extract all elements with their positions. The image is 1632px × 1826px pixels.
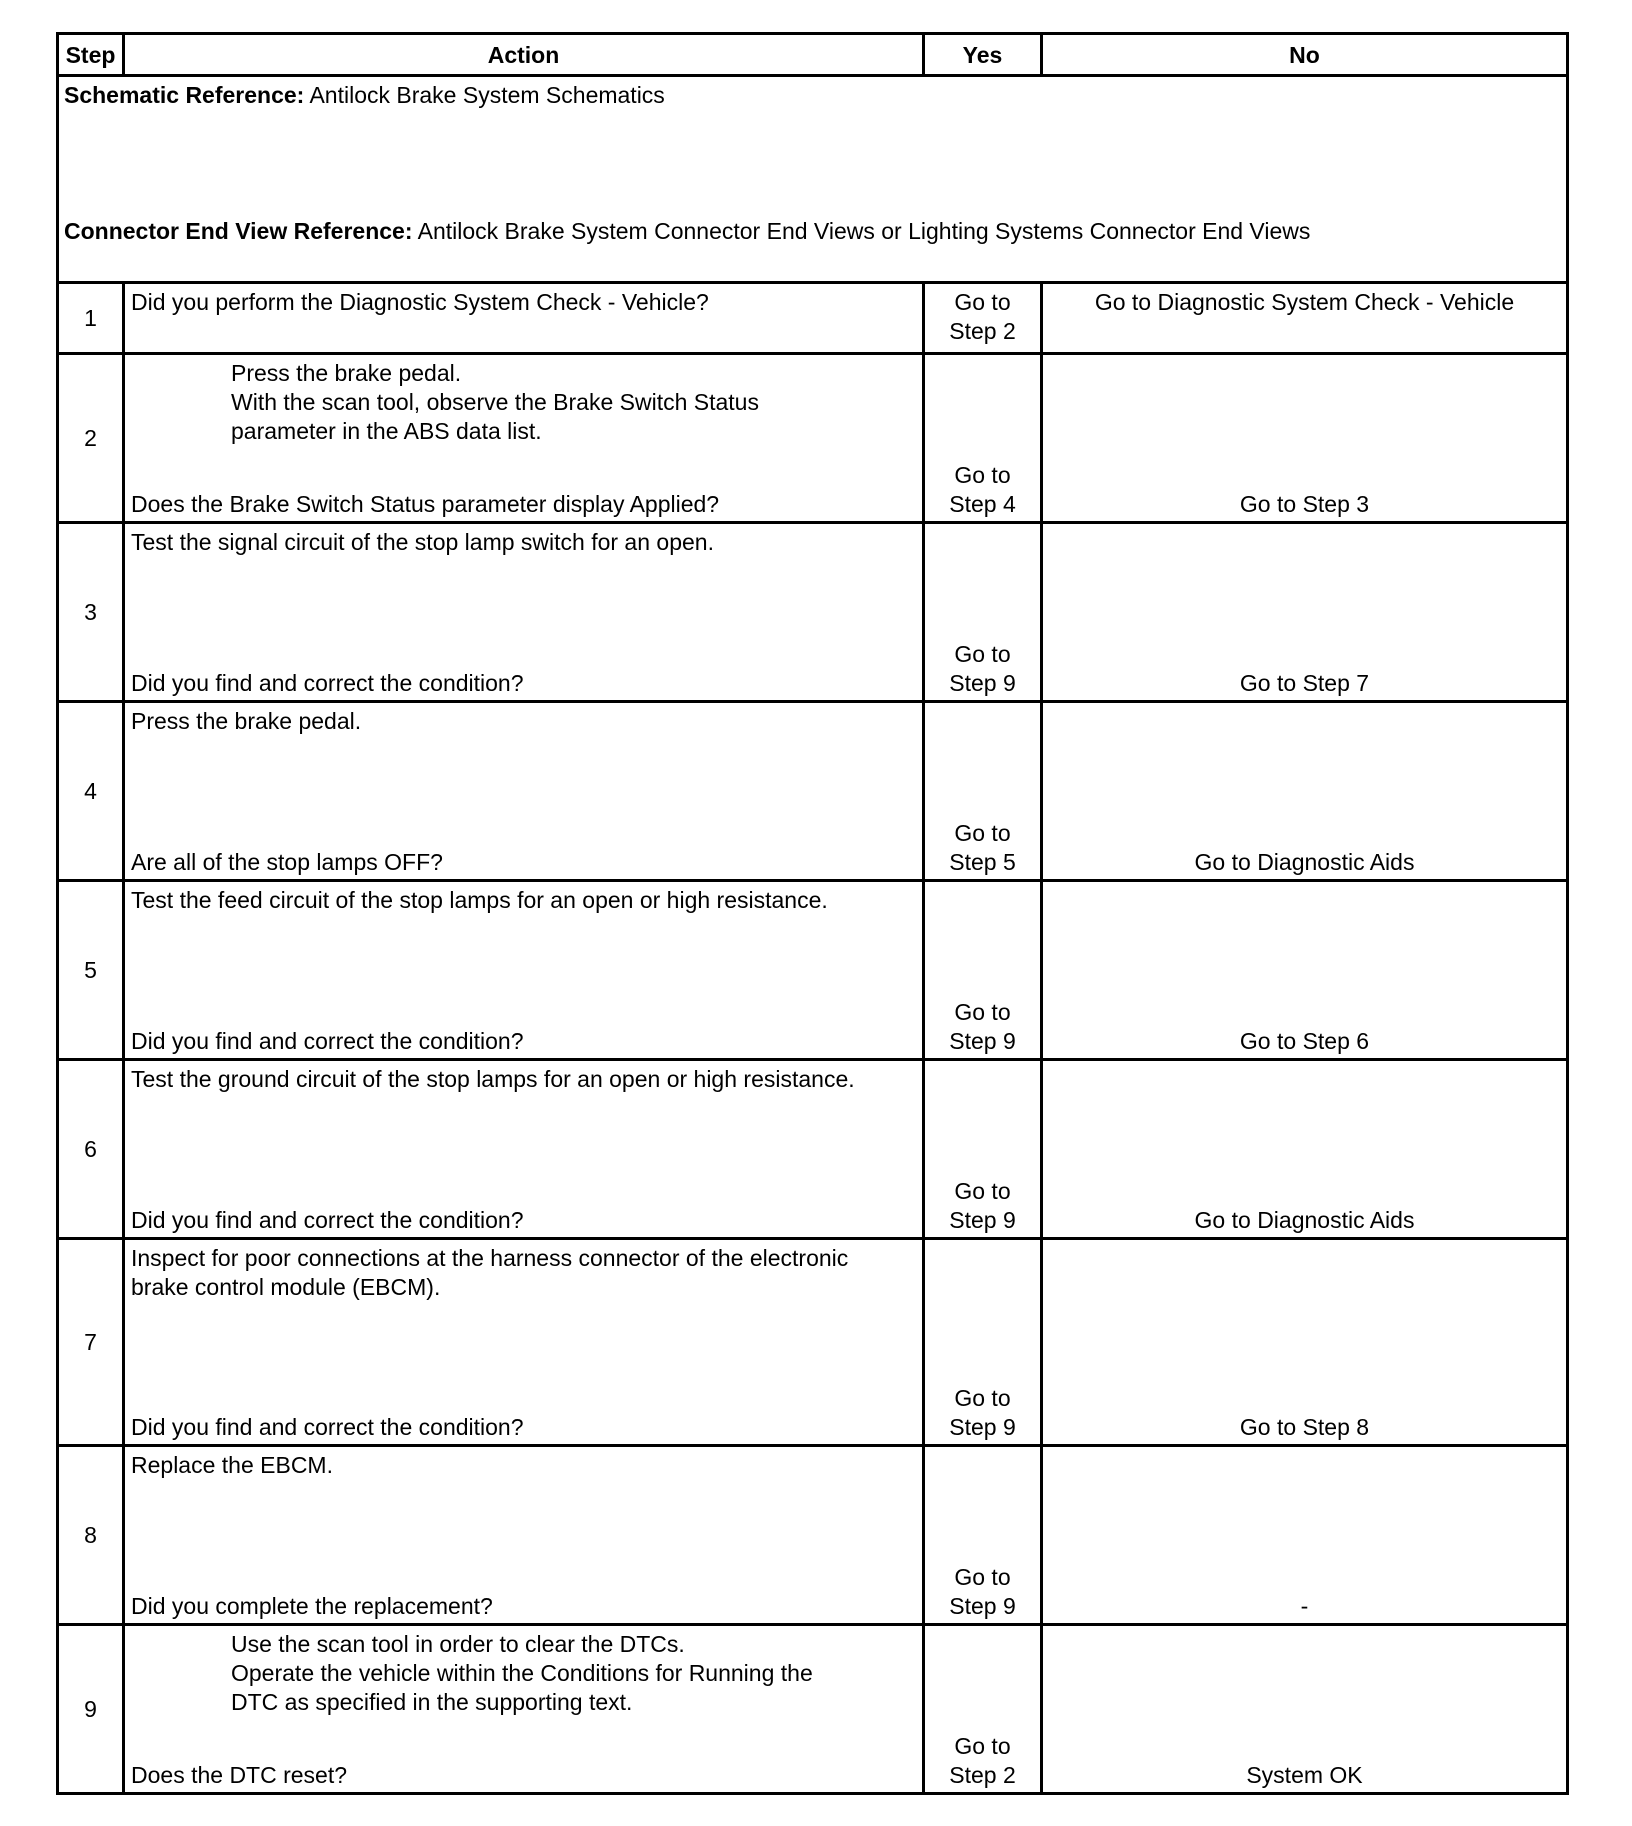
action-text: Test the ground circuit of the stop lamps for an open or high resistance.	[131, 1066, 855, 1092]
step-number: 3	[58, 523, 124, 702]
step-no: -	[1042, 1446, 1568, 1625]
step-action	[124, 1446, 924, 1625]
connector-reference-value: Antilock Brake System Connector End Views or Lighting Systems Connector End Views	[412, 218, 1311, 244]
header-row	[58, 34, 1568, 76]
step-yes	[924, 1239, 1042, 1446]
action-text: brake control module (EBCM).	[131, 1274, 441, 1300]
action-text: Did you perform the Diagnostic System Check - Vehicle?	[131, 289, 709, 315]
step-no: Go to Step 7	[1042, 523, 1568, 702]
step-yes	[924, 1060, 1042, 1239]
step-action	[124, 702, 924, 881]
yes-line: Step 9	[949, 1207, 1016, 1233]
yes-line: Go to	[954, 820, 1011, 846]
yes-line: Step 2	[949, 318, 1016, 344]
yes-line: Step 9	[949, 1414, 1016, 1440]
yes-line: Go to	[954, 462, 1011, 488]
action-subline: parameter in the ABS data list.	[231, 418, 542, 444]
step-no: Go to Step 3	[1042, 354, 1568, 523]
step-number: 7	[58, 1239, 124, 1446]
step-action	[124, 523, 924, 702]
reference-cell	[58, 76, 1568, 283]
step-yes	[924, 523, 1042, 702]
schematic-reference-value: Antilock Brake System Schematics	[304, 82, 665, 108]
step-row	[58, 523, 1568, 702]
yes-line: Go to	[954, 1733, 1011, 1759]
schematic-reference	[64, 81, 1561, 110]
yes-line: Go to	[954, 1564, 1011, 1590]
action-subline: Use the scan tool in order to clear the DTCs.	[231, 1631, 685, 1657]
action-text: Replace the EBCM.	[131, 1452, 333, 1478]
action-question: Does the DTC reset?	[131, 1762, 348, 1788]
action-text: Test the feed circuit of the stop lamps for an open or high resistance.	[131, 887, 828, 913]
yes-line: Go to	[954, 289, 1011, 315]
step-no: Go to Diagnostic System Check - Vehicle	[1042, 283, 1568, 354]
step-no: Go to Step 6	[1042, 881, 1568, 1060]
action-question: Did you find and correct the condition?	[131, 1207, 524, 1233]
diagnostic-table	[56, 32, 1569, 1795]
step-row	[58, 283, 1568, 354]
step-number: 5	[58, 881, 124, 1060]
connector-reference	[64, 217, 1310, 246]
step-action	[124, 1060, 924, 1239]
step-row	[58, 881, 1568, 1060]
yes-line: Step 4	[949, 491, 1016, 517]
action-text: Press the brake pedal.	[131, 708, 362, 734]
step-action	[124, 354, 924, 523]
step-number: 4	[58, 702, 124, 881]
yes-line: Go to	[954, 1385, 1011, 1411]
step-yes	[924, 354, 1042, 523]
action-sublist	[131, 1630, 918, 1717]
step-number: 2	[58, 354, 124, 523]
yes-line: Go to	[954, 999, 1011, 1025]
yes-line: Step 5	[949, 849, 1016, 875]
step-no: Go to Step 8	[1042, 1239, 1568, 1446]
step-action	[124, 881, 924, 1060]
action-question: Did you find and correct the condition?	[131, 1028, 524, 1054]
step-row	[58, 1446, 1568, 1625]
step-no: Go to Diagnostic Aids	[1042, 1060, 1568, 1239]
reference-row	[58, 76, 1568, 283]
step-action	[124, 283, 924, 354]
action-subline: Operate the vehicle within the Conditions for Running the	[231, 1660, 813, 1686]
step-yes	[924, 283, 1042, 354]
action-text: Test the signal circuit of the stop lamp switch for an open.	[131, 529, 714, 555]
step-row	[58, 1625, 1568, 1794]
yes-line: Go to	[954, 1178, 1011, 1204]
step-number: 6	[58, 1060, 124, 1239]
action-question: Does the Brake Switch Status parameter display Applied?	[131, 491, 720, 517]
action-subline: DTC as specified in the supporting text.	[231, 1689, 633, 1715]
step-yes	[924, 1625, 1042, 1794]
step-no: Go to Diagnostic Aids	[1042, 702, 1568, 881]
header-step: Step	[58, 34, 124, 76]
action-question: Did you complete the replacement?	[131, 1593, 493, 1619]
header-action: Action	[124, 34, 924, 76]
step-number: 1	[58, 283, 124, 354]
step-row	[58, 1060, 1568, 1239]
yes-line: Step 9	[949, 670, 1016, 696]
header-no: No	[1042, 34, 1568, 76]
yes-line: Step 9	[949, 1593, 1016, 1619]
schematic-reference-label: Schematic Reference:	[64, 82, 305, 108]
yes-line: Go to	[954, 641, 1011, 667]
action-sublist	[131, 359, 918, 446]
action-subline: Press the brake pedal.	[231, 360, 462, 386]
step-number: 8	[58, 1446, 124, 1625]
step-row	[58, 1239, 1568, 1446]
step-yes	[924, 1446, 1042, 1625]
header-yes: Yes	[924, 34, 1042, 76]
step-action	[124, 1239, 924, 1446]
connector-reference-label: Connector End View Reference:	[64, 218, 413, 244]
step-yes	[924, 881, 1042, 1060]
step-row	[58, 702, 1568, 881]
step-yes	[924, 702, 1042, 881]
action-subline: With the scan tool, observe the Brake Switch Status	[231, 389, 759, 415]
yes-line: Step 2	[949, 1762, 1016, 1788]
action-text: Inspect for poor connections at the harness connector of the electronic	[131, 1245, 849, 1271]
step-no: System OK	[1042, 1625, 1568, 1794]
step-action	[124, 1625, 924, 1794]
action-question: Did you find and correct the condition?	[131, 670, 524, 696]
step-number: 9	[58, 1625, 124, 1794]
action-question: Did you find and correct the condition?	[131, 1414, 524, 1440]
yes-line: Step 9	[949, 1028, 1016, 1054]
action-question: Are all of the stop lamps OFF?	[131, 849, 443, 875]
step-row	[58, 354, 1568, 523]
